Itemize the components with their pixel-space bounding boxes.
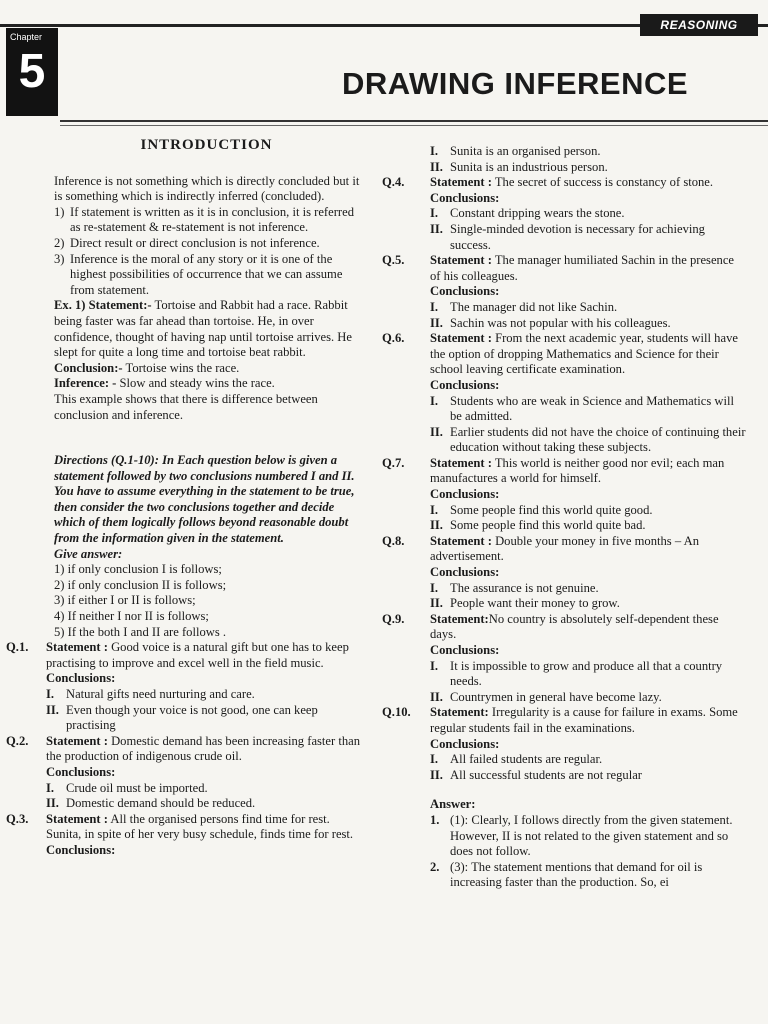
intro-heading: INTRODUCTION [140,137,273,153]
title-rule [60,120,768,122]
answer-option: 1) if only conclusion I is follows; [54,562,222,577]
answer-option: 5) If the both I and II are follows . [54,624,227,639]
answers [378,797,746,891]
question-9: Q.9. Statement:No country is absolutely self-dependent these days. Conclusions: I. It is impossible to grow and produce all that a country needs. II. Countrymen in general have become lazy. [382,611,723,704]
question-number: Q.5. [382,253,405,268]
question-number: Q.4. [382,175,405,190]
title-rule-thin [60,125,768,126]
example-conclusion: Conclusion:- Tortoise wins the race. [54,360,240,375]
right-column [378,144,746,891]
answer-option: 3) if either I or II is follows; [54,593,196,608]
question-6: Q.6. Statement : From the next academic year, students will have the option of dropping Mathematics and Science for their school leaving certificate examination. Conclusions: I. Students who are weak in Science and Mathematics will be admitted. II. Earlier students did not have the choice of continuing their education without taking these subjects. [382,331,746,455]
answer-item: 2. (3): The statement mentions that demand for oil is increasing faster than the production. So, ei [430,859,703,890]
question-number: Q.1. [6,640,29,655]
intro-point: 3) Inference is the moral of any story or it is one of the highest possibilities of occurrence that we can assume from statement. [54,251,343,297]
question-number: Q.8. [382,533,405,548]
directions: Directions (Q.1-10): In Each question below is given a statement followed by two conclusions numbered I and II. You have to assume everything in the statement to be true, then consider the two conclusions together and decide which of them logically follows beyond reasonable doubt from the information given in the statement. [54,453,355,546]
question-5: Q.5. Statement : The manager humiliated Sachin in the presence of his colleagues. Conclusions: I. The manager did not like Sachin. II. Sachin was not popular with his colleagues. [382,253,735,330]
answer-item: 1. (1): Clearly, I follows directly from the given statement. However, II is not related to the given statement and so does not follow. [430,812,733,859]
example-closing: This example shows that there is difference between conclusion and inference. [54,391,318,422]
question-number: Q.2. [6,733,29,748]
page-title: DRAWING INFERENCE [342,66,689,101]
question-1: Q.1. Statement : Good voice is a natural gift but one has to keep practising to improve and excel well in the field music. Conclusions: I. Natural gifts need nurturing and care. II. Even though your voice is not good, one can keep practising [6,640,349,733]
chapter-number: 5 [18,45,46,98]
question-number: Q.10. [382,705,411,720]
section-tag: REASONING [640,14,758,36]
answer-option: 4) If neither I nor II is follows; [54,609,209,624]
example-paragraph: Ex. 1) Statement:- Tortoise and Rabbit had a race. Rabbit being faster was far ahead than tortoise. He, in over confidence, thought of having nap until tortoise arrives. He slept for quite a long time and tortoise beat rabbit. [54,298,352,360]
example-inference: Inference: - Slow and steady wins the race. [54,376,275,391]
intro-point: 1) If statement is written as it is in conclusion, it is referred as re-statement & re-statement is not inference. [54,204,354,235]
left-column [0,134,365,859]
answer-option: 2) if only conclusion II is follows; [54,577,227,592]
question-number: Q.6. [382,331,405,346]
answers-heading: Answer: [430,797,476,812]
question-2: Q.2. Statement : Domestic demand has been increasing faster than the production of indigenous crude oil. Conclusions: I. Crude oil must be imported. II. Domestic demand should be reduced. [6,733,361,811]
question-3: Q.3. Statement : All the organised persons find time for rest. Sunita, in spite of her very busy schedule, finds time for rest. Conclusions: [6,811,354,857]
question-10: Q.10. Statement: Irregularity is a cause for failure in exams. Some regular students fail in the examinations. Conclusions: I. All failed students are regular. II. All successful students are not regular [382,705,738,782]
question-number: Q.9. [382,611,405,626]
question-7: Q.7. Statement : This world is neither good nor evil; each man manufactures a world for himself. Conclusions: I. Some people find this world quite good. II. Some people find this world quite bad. [382,455,725,533]
question-number: Q.7. [382,455,405,470]
question-number: Q.3. [6,811,29,826]
chapter-label: Chapter [10,32,43,42]
give-answer: Give answer: [54,546,123,561]
intro-paragraph: Inference is not something which is directly concluded but it is something which is indirectly inferred (concluded). [54,173,360,204]
question-3-continued: I. Sunita is an organised person. II. Sunita is an industrious person. [430,144,608,174]
question-8: Q.8. Statement : Double your money in five months – An advertisement. Conclusions: I. The assurance is not genuine. II. People want their money to grow. [382,533,699,611]
intro-point: 2) Direct result or direct conclusion is not inference. [54,235,320,250]
chapter-badge [6,28,58,116]
question-4: Q.4. Statement : The secret of success is constancy of stone. Conclusions: I. Constant dripping wears the stone. II. Single-minded devotion is necessary for achieving success. [382,175,714,252]
